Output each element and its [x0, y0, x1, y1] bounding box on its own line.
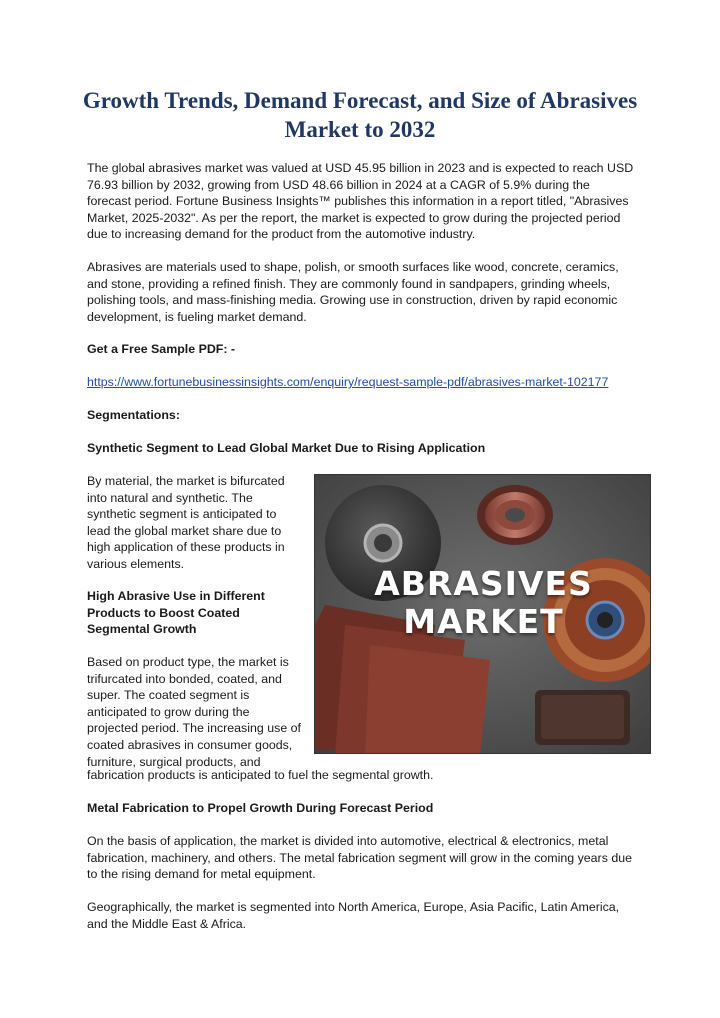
sanding-roll — [477, 485, 553, 545]
image-caption-line2: MARKET — [403, 602, 564, 641]
page-title: Growth Trends, Demand Forecast, and Size of Abrasives Market to 2032 — [82, 88, 638, 142]
image-caption-line1: ABRASIVES — [374, 564, 593, 603]
abrasives-market-image — [314, 474, 651, 754]
coated-paragraph-end: fabrication products is anticipated to fuel the segmental growth. — [87, 768, 434, 782]
synthetic-paragraph: By material, the market is bifurcated into natural and synthetic. The synthetic segment is anticipated to lead the global market share due to high application of these products in various elements. — [87, 474, 285, 571]
image-caption — [315, 565, 651, 641]
metal-heading: Metal Fabrication to Propel Growth During Forecast Period — [87, 801, 434, 815]
segmentations-heading: Segmentations: — [87, 408, 180, 422]
abrasive-sponge — [535, 690, 630, 745]
geography-paragraph: Geographically, the market is segmented into North America, Europe, Asia Pacific, Latin America, and the Middle East & Africa. — [87, 900, 620, 931]
application-paragraph: On the basis of application, the market is divided into automotive, electrical & electronics, metal fabrication, machinery, and others. The metal fabrication segment will grow in the coming years due to the rising demand for metal equipment. — [87, 834, 632, 882]
coated-paragraph: Based on product type, the market is trifurcated into bonded, coated, and super. The coated segment is anticipated to grow during the projected period. The increasing use of coated abrasives in consumer goods, furniture, surgical products, and — [87, 655, 301, 769]
sample-pdf-link[interactable]: https://www.fortunebusinessinsights.com/enquiry/request-sample-pdf/abrasives-market-102177 — [87, 375, 609, 389]
coated-heading: High Abrasive Use in Different Products to Boost Coated Segmental Growth — [87, 589, 265, 637]
synthetic-heading: Synthetic Segment to Lead Global Market Due to Rising Application — [87, 441, 486, 455]
definition-paragraph: Abrasives are materials used to shape, polish, or smooth surfaces like wood, concrete, ceramics, and stone, providing a refined finish. They are commonly found in sandpapers, grinding wheels, polishing tools, and mass-finishing media. Growing use in construction, driven by rapid economic development, is fueling market demand. — [87, 260, 619, 324]
sample-pdf-label: Get a Free Sample PDF: - — [87, 342, 236, 356]
sample-pdf-paragraph — [87, 374, 635, 391]
intro-paragraph: The global abrasives market was valued at USD 45.95 billion in 2023 and is expected to reach USD 76.93 billion by 2032, growing from USD 48.66 billion in 2024 at a CAGR of 5.9% during the forecast period. Fortune Business Insights™ publishes this information in a report titled, "Abrasives Market, 2025-2032". As per the report, the market is expected to grow during the projected period due to increasing demand for the product from the automotive industry. — [87, 161, 634, 242]
